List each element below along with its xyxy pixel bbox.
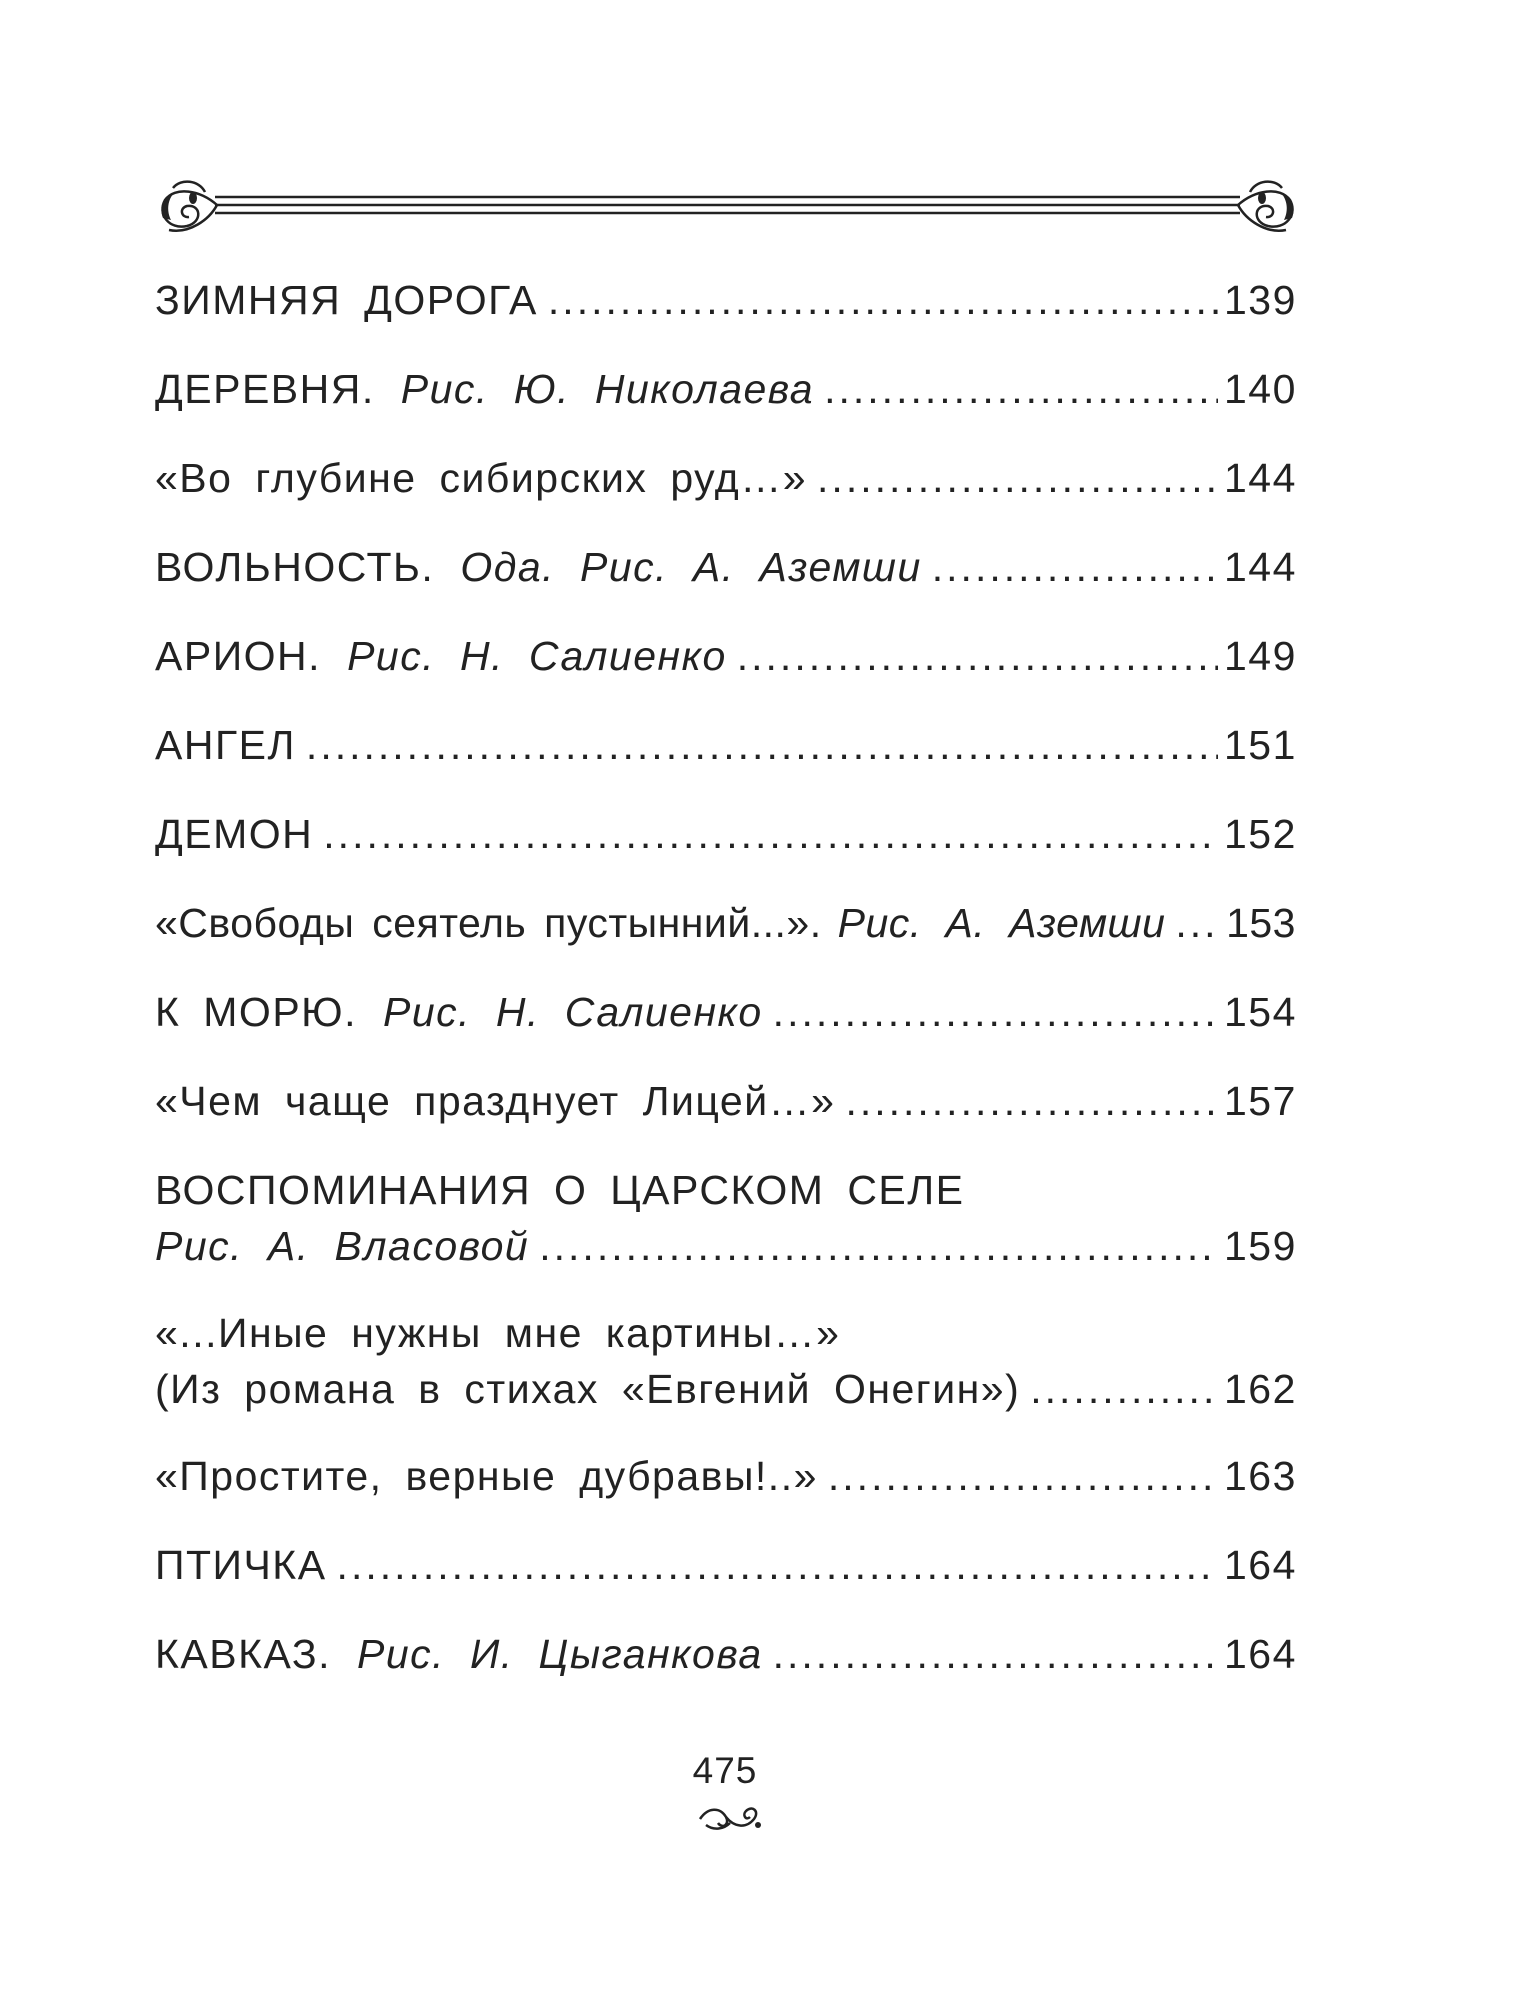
toc-entry-page: 164: [1224, 1631, 1297, 1677]
toc-entry[interactable]: [155, 1309, 1296, 1452]
toc-entry[interactable]: [155, 543, 1296, 632]
toc-entry-page: 157: [1224, 1078, 1297, 1124]
toc-entry-title: ВОЛЬНОСТЬ.: [155, 544, 435, 590]
toc-entry-page: 153: [1226, 900, 1296, 946]
toc-entry-title: ВОСПОМИНАНИЯ О ЦАРСКОМ СЕЛЕ: [155, 1167, 965, 1213]
dot-leader: [548, 276, 1218, 324]
toc-entry-title: «Простите, верные дубравы!..»: [155, 1453, 818, 1499]
toc-entry[interactable]: [155, 365, 1296, 454]
dot-leader: [773, 1630, 1218, 1678]
toc-entry[interactable]: [155, 632, 1296, 721]
toc-entry-page: 154: [1224, 989, 1297, 1035]
toc-entry-title: «Во глубине сибирских руд…»: [155, 455, 808, 501]
toc-entry-page: 162: [1224, 1366, 1297, 1412]
dot-leader: [828, 1452, 1218, 1500]
toc-entry[interactable]: [155, 721, 1296, 810]
toc-entry-title: «Чем чаще празднует Лицей…»: [155, 1078, 836, 1124]
dot-leader: [817, 454, 1218, 502]
dot-leader: [932, 543, 1218, 591]
table-of-contents: [155, 276, 1296, 1719]
toc-entry[interactable]: [155, 1166, 1296, 1309]
dot-leader: [1175, 899, 1218, 947]
toc-entry-title: ДЕМОН: [155, 811, 314, 857]
toc-entry-illustrator: Рис. Н. Салиенко: [382, 989, 763, 1035]
toc-entry-title: «...Иные нужны мне картины…»: [155, 1310, 841, 1356]
footer-flourish-icon: [696, 1803, 764, 1833]
toc-entry-title: КАВКАЗ.: [155, 1631, 332, 1677]
toc-entry[interactable]: [155, 454, 1296, 543]
toc-entry-page: 144: [1224, 455, 1297, 501]
toc-entry-illustrator: Рис. И. Цыганкова: [357, 1631, 763, 1677]
toc-entry-illustrator: Ода. Рис. А. Аземши: [460, 544, 922, 590]
toc-entry-page: 164: [1224, 1542, 1297, 1588]
dot-leader: [306, 721, 1218, 769]
toc-entry-title: К МОРЮ.: [155, 989, 357, 1035]
toc-entry-page: 140: [1224, 366, 1297, 412]
toc-entry-page: 144: [1224, 544, 1297, 590]
header-scroll-rule-icon: [155, 168, 1300, 240]
dot-leader: [773, 988, 1218, 1036]
dot-leader: [323, 810, 1218, 858]
dot-leader: [737, 632, 1218, 680]
toc-entry-page: 159: [1224, 1223, 1297, 1269]
toc-entry-page: 149: [1224, 633, 1297, 679]
dot-leader: [845, 1077, 1218, 1125]
toc-entry-illustrator: Рис. А. Аземши: [837, 900, 1166, 946]
toc-entry[interactable]: [155, 1541, 1296, 1630]
toc-entry-page: 151: [1224, 722, 1297, 768]
dot-leader: [539, 1222, 1218, 1270]
toc-entry-page: 139: [1224, 277, 1297, 323]
toc-entry[interactable]: [155, 1630, 1296, 1719]
toc-entry-subtitle: (Из романа в стихах «Евгений Онегин»): [155, 1366, 1021, 1412]
toc-entry[interactable]: [155, 810, 1296, 899]
toc-entry-title: АРИОН.: [155, 633, 322, 679]
toc-entry[interactable]: [155, 1077, 1296, 1166]
toc-entry-title: «Свободы сеятель пустынний...».: [155, 900, 822, 946]
dot-leader: [337, 1541, 1218, 1589]
toc-entry-title: ПТИЧКА: [155, 1542, 327, 1588]
toc-entry[interactable]: [155, 899, 1296, 988]
toc-entry-title: АНГЕЛ: [155, 722, 296, 768]
toc-entry-illustrator: Рис. А. Власовой: [155, 1223, 530, 1269]
toc-entry[interactable]: [155, 988, 1296, 1077]
toc-entry-illustrator: Рис. Н. Салиенко: [347, 633, 727, 679]
toc-entry-title: ЗИМНЯЯ ДОРОГА: [155, 277, 538, 323]
toc-entry-title: ДЕРЕВНЯ.: [155, 366, 375, 412]
toc-entry-page: 152: [1224, 811, 1297, 857]
toc-entry-illustrator: Рис. Ю. Николаева: [400, 366, 815, 412]
toc-entry-page: 163: [1224, 1453, 1297, 1499]
page-number: 475: [692, 1750, 758, 1791]
dot-leader: [824, 365, 1218, 413]
dot-leader: [1030, 1365, 1218, 1413]
toc-entry[interactable]: [155, 1452, 1296, 1541]
toc-entry[interactable]: [155, 276, 1296, 365]
